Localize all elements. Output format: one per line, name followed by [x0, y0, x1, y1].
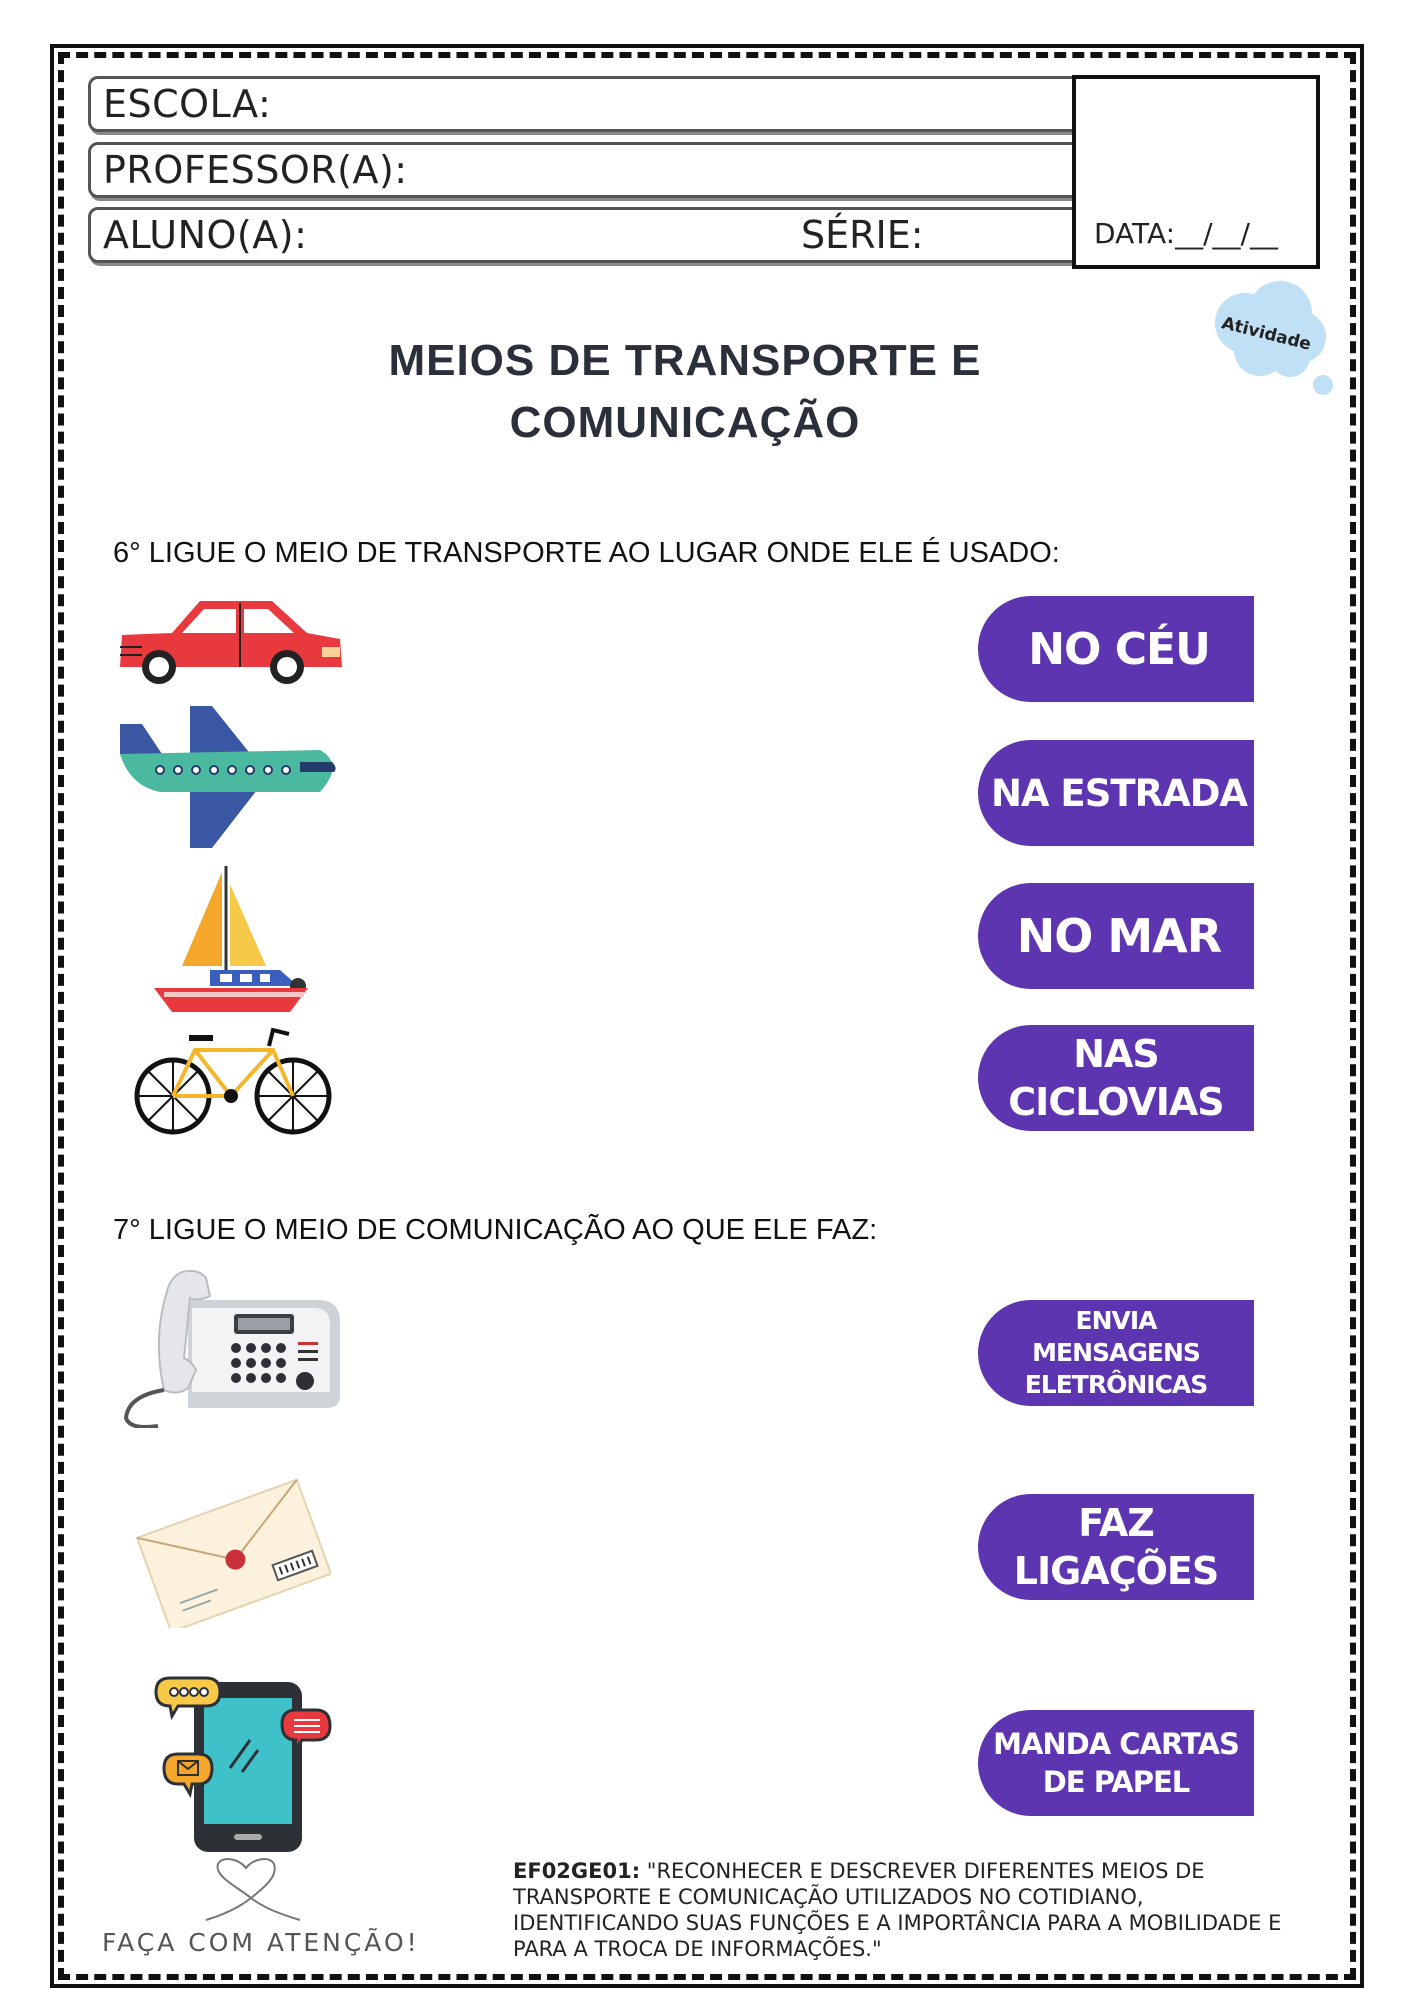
school-field[interactable] — [88, 76, 1084, 132]
bncc-note — [513, 1858, 1293, 1962]
bncc-code: EF02GE01: — [513, 1859, 641, 1883]
date-label: DATA:__/__/__ — [1094, 217, 1278, 250]
car-icon[interactable] — [112, 595, 352, 690]
activity-badge: Atividade — [1219, 313, 1314, 355]
smartphone-icon[interactable] — [150, 1672, 335, 1857]
option-paper-letters[interactable]: MANDA CARTAS DE PAPEL — [978, 1710, 1254, 1816]
teacher-field[interactable] — [88, 142, 1084, 198]
student-field[interactable] — [88, 207, 1084, 263]
date-box[interactable] — [1072, 75, 1320, 269]
school-label: ESCOLA: — [103, 82, 272, 126]
title-line-2: COMUNICAÇÃO — [509, 398, 861, 447]
option-sky[interactable]: NO CÉU — [978, 596, 1254, 702]
option-electronic-messages[interactable]: ENVIA MENSAGENS ELETRÔNICAS — [978, 1300, 1254, 1406]
page-title — [300, 330, 1070, 454]
bncc-text: "RECONHECER E DESCREVER DIFERENTES MEIOS DE TRANSPORTE E COMUNICAÇÃO UTILIZADOS NO COTIDIANO, IDENTIFICANDO SUAS FUNÇÕES E A IMPORTÂNCIA PARA A MOBILIDADE E PARA A TROCA DE INFORMAÇÕES." — [513, 1859, 1282, 1961]
bicycle-icon[interactable] — [133, 1026, 333, 1136]
grade-label: SÉRIE: — [801, 213, 924, 257]
airplane-icon[interactable] — [120, 706, 345, 848]
student-label: ALUNO(A): — [103, 213, 308, 257]
title-line-1: MEIOS DE TRANSPORTE E — [388, 336, 982, 385]
option-cycle-lanes[interactable]: NAS CICLOVIAS — [978, 1025, 1254, 1131]
teacher-label: PROFESSOR(A): — [103, 148, 408, 192]
sailboat-icon[interactable] — [150, 866, 320, 1016]
telephone-icon[interactable] — [118, 1268, 343, 1428]
attention-note: FAÇA COM ATENÇÃO! — [102, 1928, 420, 1957]
option-road[interactable]: NA ESTRADA — [978, 740, 1254, 846]
option-phone-calls[interactable]: FAZ LIGAÇÕES — [978, 1494, 1254, 1600]
question-6-prompt: 6° LIGUE O MEIO DE TRANSPORTE AO LUGAR ONDE ELE É USADO: — [113, 537, 1060, 569]
heart-icon — [196, 1858, 306, 1928]
question-7-prompt: 7° LIGUE O MEIO DE COMUNICAÇÃO AO QUE ELE FAZ: — [113, 1214, 878, 1246]
envelope-icon[interactable] — [136, 1478, 331, 1628]
option-sea[interactable]: NO MAR — [978, 883, 1254, 989]
